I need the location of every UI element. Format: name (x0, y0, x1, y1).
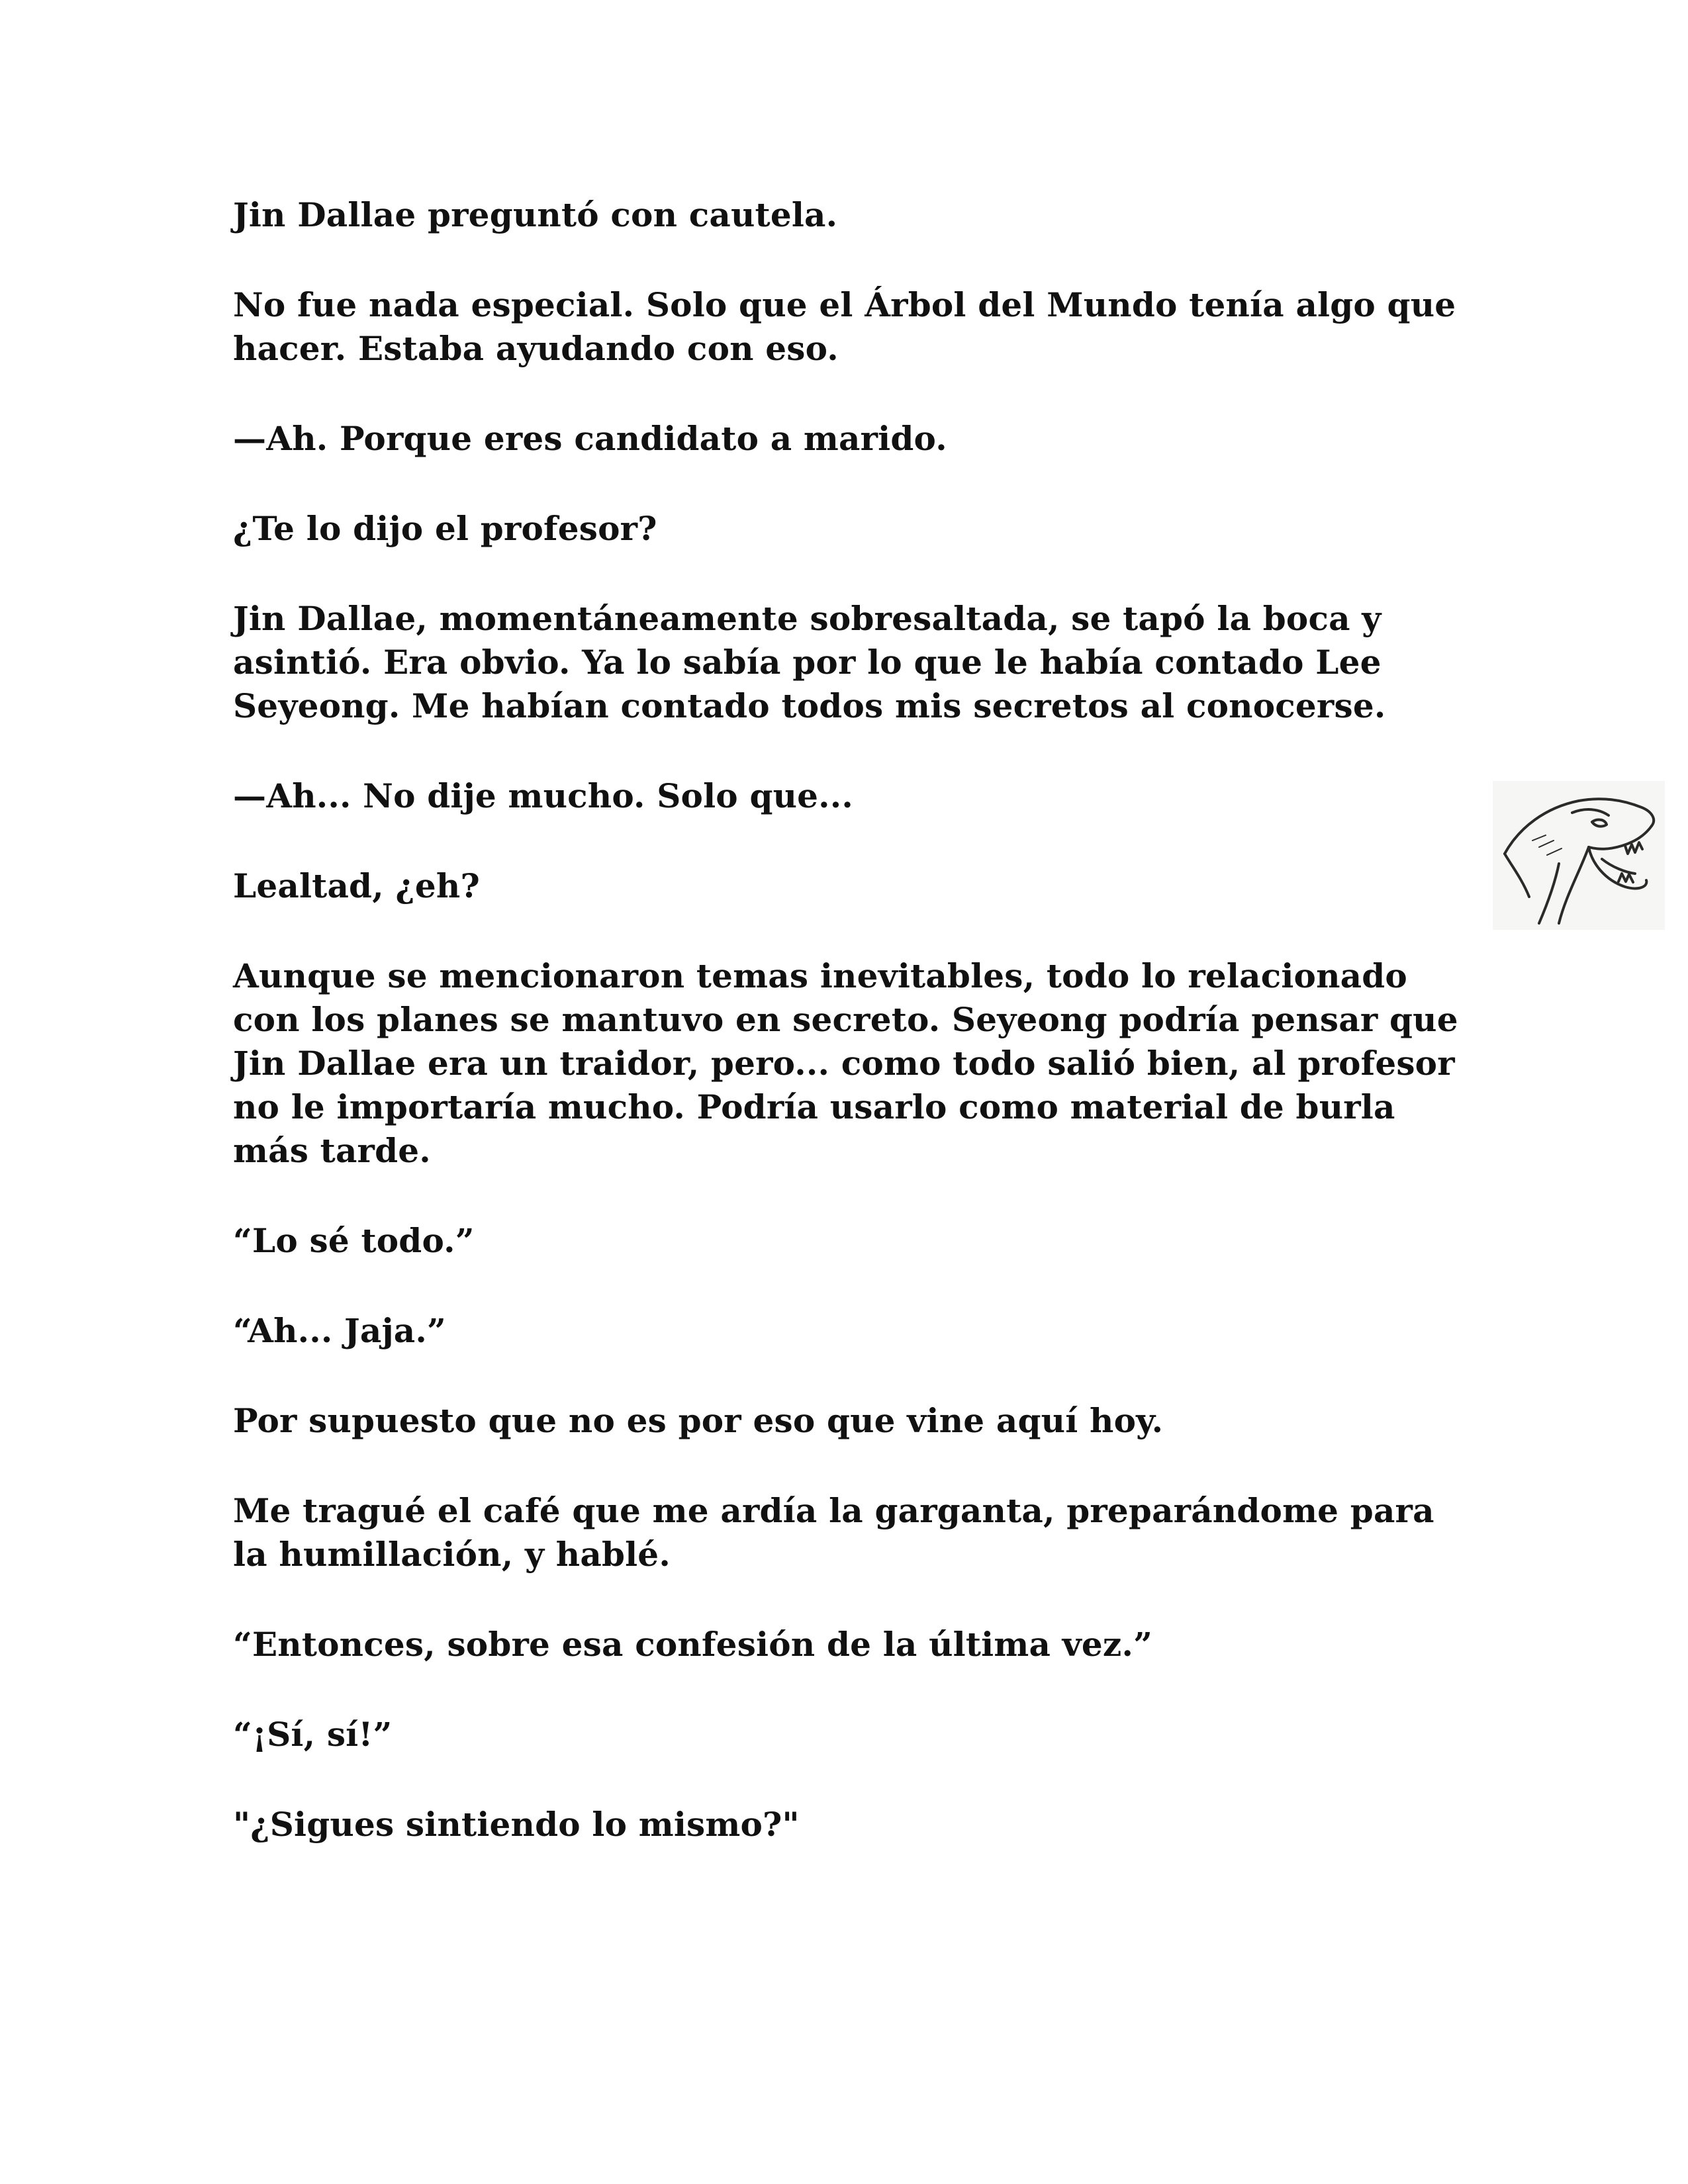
paragraph: “¡Sí, sí!” (233, 1715, 393, 1754)
paragraph: Jin Dallae, momentáneamente sobresaltada, se tapó la boca y asintió. Era obvio. Ya lo sabía por lo que le había contado Lee Seyeong. Me habían contado todos mis secretos al conocerse. (233, 599, 1386, 725)
dinosaur-head-icon (1493, 781, 1665, 930)
paragraph: No fue nada especial. Solo que el Árbol del Mundo tenía algo que hacer. Estaba ayudando con eso. (233, 285, 1456, 368)
text-column (233, 193, 1477, 1893)
paragraph: —Ah... No dije mucho. Solo que... (233, 776, 853, 815)
paragraph: "¿Sigues sintiendo lo mismo?" (233, 1805, 800, 1844)
paragraph: Aunque se mencionaron temas inevitables, todo lo relacionado con los planes se mantuvo en secreto. Seyeong podría pensar que Jin Dallae era un traidor, pero... como todo salió bien, al profesor no le importaría mucho. Podría usarlo como material de burla más tarde. (233, 956, 1458, 1170)
paragraph: ¿Te lo dijo el profesor? (233, 509, 657, 548)
paragraph: “Entonces, sobre esa confesión de la última vez.” (233, 1625, 1153, 1664)
paragraph: “Ah... Jaja.” (233, 1311, 446, 1350)
paragraph: “Lo sé todo.” (233, 1221, 475, 1260)
dinosaur-sticker (1493, 781, 1665, 930)
paragraph: Me tragué el café que me ardía la garganta, preparándome para la humillación, y hablé. (233, 1491, 1434, 1574)
paragraph: —Ah. Porque eres candidato a marido. (233, 419, 947, 458)
paragraph: Jin Dallae preguntó con cautela. (233, 195, 838, 234)
paragraph: Lealtad, ¿eh? (233, 866, 480, 905)
paragraph: Por supuesto que no es por eso que vine aquí hoy. (233, 1401, 1164, 1440)
